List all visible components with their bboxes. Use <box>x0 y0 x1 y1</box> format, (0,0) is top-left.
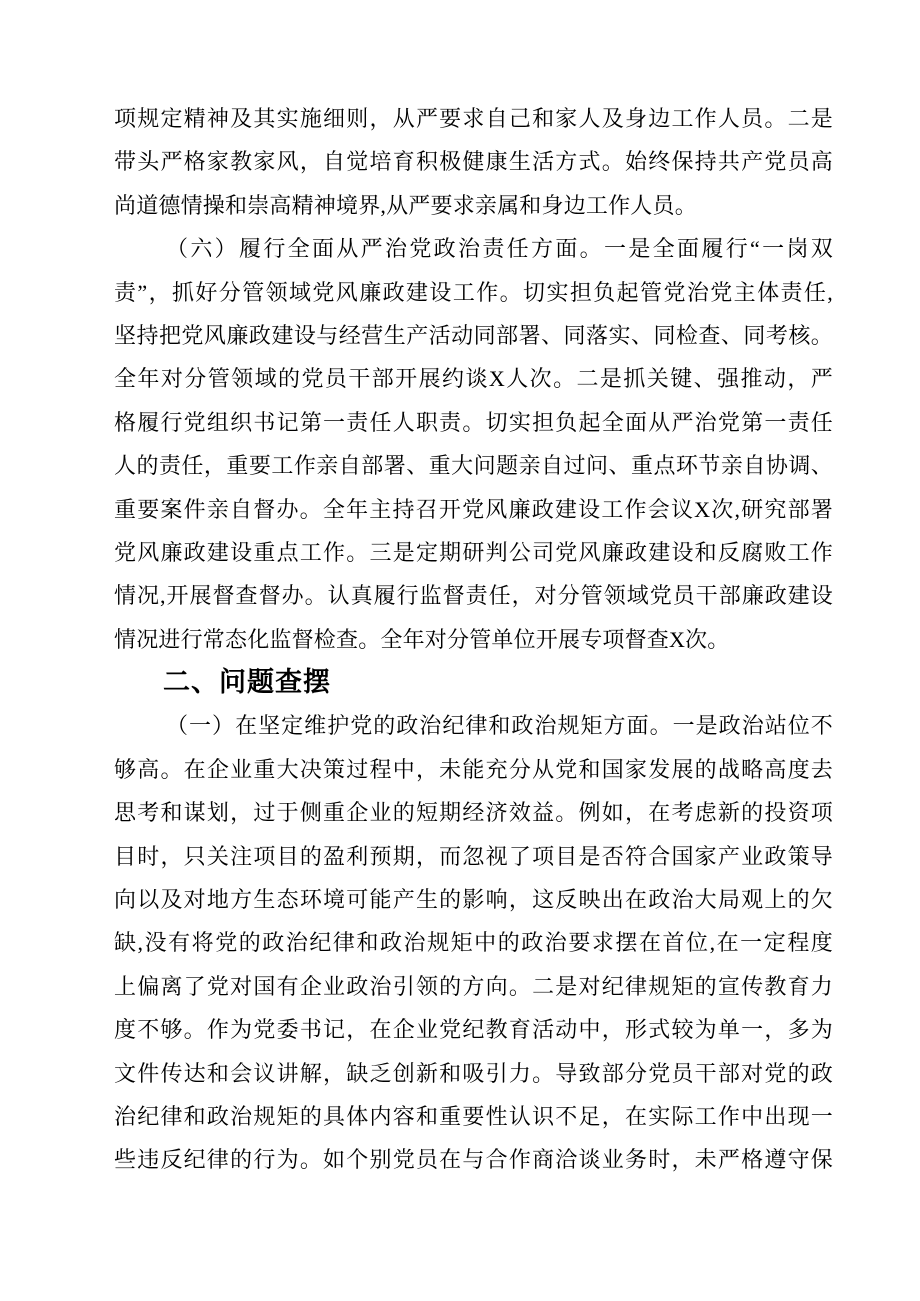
text-line: 格履行党组织书记第一责任人职责。切实担负起全面从严治党第一责任 <box>114 409 833 435</box>
text-line: 向以及对地方生态环境可能产生的影响，这反映出在政治大局观上的欠 <box>114 887 833 913</box>
text-line: 文件传达和会议讲解，缺乏创新和吸引力。导致部分党员干部对党的政 <box>114 1060 833 1086</box>
text-line: 够高。在企业重大决策过程中，未能充分从党和国家发展的战略高度去 <box>114 756 833 782</box>
text-line: 些违反纪律的行为。如个别党员在与合作商洽谈业务时，未严格遵守保 <box>114 1147 833 1173</box>
text-line: 责”，抓好分管领域党风廉政建设工作。切实担负起管党治党主体责任, <box>114 279 833 305</box>
text-line: 党风廉政建设重点工作。三是定期研判公司党风廉政建设和反腐败工作 <box>114 539 833 565</box>
text-line: 缺,没有将党的政治纪律和政治规矩中的政治要求摆在首位,在一定程度 <box>114 930 833 956</box>
text-line: 尚道德情操和崇高精神境界,从严要求亲属和身边工作人员。 <box>114 192 697 218</box>
text-line: （一）在坚定维护党的政治纪律和政治规矩方面。一是政治站位不 <box>166 713 833 739</box>
document-content <box>114 97 833 1182</box>
text-line: 思考和谋划，过于侧重企业的短期经济效益。例如，在考虑新的投资项 <box>114 800 833 826</box>
section-heading: 二、问题查摆 <box>163 667 331 698</box>
text-line: 全年对分管领域的党员干部开展约谈X人次。二是抓关键、强推动，严 <box>114 366 833 392</box>
text-line: 坚持把党风廉政建设与经营生产活动同部署、同落实、同检查、同考核。 <box>114 322 833 348</box>
text-line: 目时，只关注项目的盈利预期，而忽视了项目是否符合国家产业政策导 <box>114 843 833 869</box>
text-line: 上偏离了党对国有企业政治引领的方向。二是对纪律规矩的宣传教育力 <box>114 973 833 999</box>
text-line: 治纪律和政治规矩的具体内容和重要性认识不足，在实际工作中出现一 <box>114 1103 833 1129</box>
text-line: 重要案件亲自督办。全年主持召开党风廉政建设工作会议X次,研究部署 <box>114 496 833 522</box>
text-line: 度不够。作为党委书记，在企业党纪教育活动中，形式较为单一，多为 <box>114 1017 833 1043</box>
text-line: 人的责任，重要工作亲自部署、重大问题亲自过问、重点环节亲自协调、 <box>114 453 833 479</box>
text-line: 带头严格家教家风，自觉培育积极健康生活方式。始终保持共产党员高 <box>114 149 833 175</box>
text-line: 项规定精神及其实施细则，从严要求自己和家人及身边工作人员。二是 <box>114 106 833 131</box>
text-line: （六）履行全面从严治党政治责任方面。一是全面履行“一岗双 <box>166 236 833 262</box>
text-line: 情况,开展督查督办。认真履行监督责任，对分管领域党员干部廉政建设 <box>114 583 833 609</box>
text-line: 情况进行常态化监督检查。全年对分管单位开展专项督查X次。 <box>114 626 730 652</box>
